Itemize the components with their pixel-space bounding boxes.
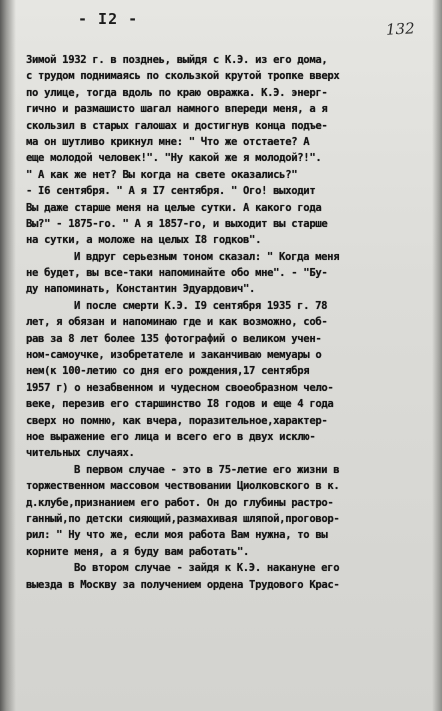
text-line: Зимой 1932 г. в позднеь, выйдя с К.Э. из его дома, xyxy=(26,54,328,66)
text-line: д.клубе,признанием его работ. Он до глубины растро- xyxy=(26,496,334,509)
text-line: ма он шутливо крикнул мне: " Что же отстаете? А xyxy=(26,135,310,148)
text-line: еще молодой человек!". "Ну какой же я молодой?!". xyxy=(26,152,322,165)
text-line: выезда в Москву за получением ордена Трудового Крас- xyxy=(26,578,340,591)
text-line: торжественном массовом чествовании Циолковского в к. xyxy=(26,480,340,493)
text-line: ганный,по детски сияющий,размахивая шляпой,проговор- xyxy=(26,512,340,525)
text-line: - I6 сентября. " А я I7 сентября. " Ого! выходит xyxy=(26,185,316,198)
text-line: веке, перезив его старшинство I8 годов и еще 4 года xyxy=(26,398,334,411)
text-line: лет, я обязан и напоминаю где и как возможно, соб- xyxy=(26,316,328,329)
text-line: сверх но помню, как вчера, поразительное,характер- xyxy=(26,414,328,427)
text-line: нем(к 100-летию со дня его рождения,17 сентября xyxy=(26,365,310,378)
text-line: по улице, тогда вдоль по краю овражка. К.Э. энерг- xyxy=(26,86,328,99)
text-line: ном-самоучке, изобретателе и заканчиваю мемуары о xyxy=(26,349,322,362)
text-line: И вдруг серьезным тоном сказал: " Когда меня xyxy=(74,250,340,263)
page-shadow-left xyxy=(0,0,16,711)
text-line: " А как же нет? Вы когда на свете оказались?" xyxy=(26,168,298,181)
text-line: скользил в старых галошах и достигнув конца подъе- xyxy=(26,119,328,132)
text-line: гично и размашисто шагал намного впереди меня, а я xyxy=(26,103,328,116)
text-line: 1957 г) о незабвенном и чудесном своеобразном чело- xyxy=(26,381,334,394)
text-line: Вы даже старше меня на целые сутки. А какого года xyxy=(26,201,322,214)
typewritten-text-body xyxy=(26,52,428,593)
text-line: чительных случаях. xyxy=(26,447,135,460)
handwritten-archive-number: 132 xyxy=(385,19,416,39)
text-line: не будет, вы все-таки напоминайте обо мне". - "Бу- xyxy=(26,267,328,280)
text-line: на сутки, а моложе на целых I8 годков". xyxy=(26,234,262,247)
text-line: И после смерти К.Э. I9 сентября 1935 г. 78 xyxy=(74,299,328,312)
text-line: с трудом поднимаясь по скользкой крутой тропке вверх xyxy=(26,70,340,83)
text-line: В первом случае - это в 75-летие его жизни в xyxy=(74,463,340,476)
text-line: Во втором случае - зайдя к К.Э. накануне его xyxy=(74,562,340,575)
text-line: ное выражение его лица и всего его в двух исклю- xyxy=(26,430,316,443)
text-line: рав за 8 лет более 135 фотографий о великом учен- xyxy=(26,332,322,345)
text-line: корните меня, а я буду вам работать". xyxy=(26,545,250,558)
page-shadow-right xyxy=(432,0,442,711)
text-line: рил: " Ну что же, если моя работа Вам нужна, то вы xyxy=(26,529,328,542)
page-number: - I2 - xyxy=(78,10,139,28)
text-line: Вы?" - 1875-го. " А я 1857-го, и выходит вы старше xyxy=(26,217,328,230)
text-line: ду напоминать, Константин Эдуардович". xyxy=(26,283,256,296)
